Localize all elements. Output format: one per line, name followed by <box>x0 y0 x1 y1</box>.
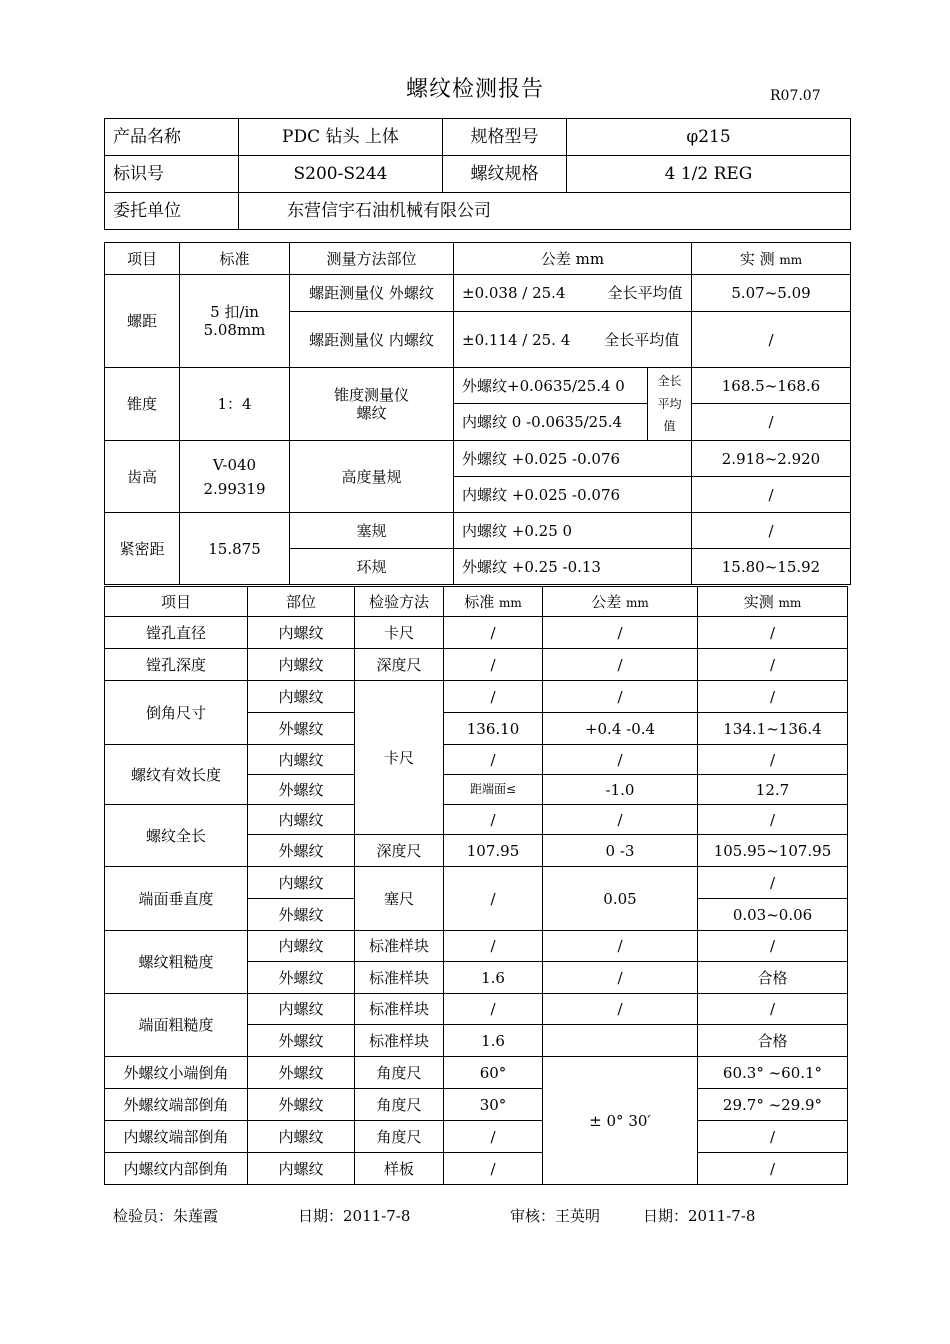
tol-cell: / <box>543 649 698 681</box>
table-row <box>105 805 848 835</box>
inspection-table <box>104 586 848 1185</box>
actual-cell: / <box>698 931 848 962</box>
std-cell: V-040 2.99319 <box>180 441 290 513</box>
value-cell: PDC 钻头 上体 <box>239 119 443 156</box>
table-row <box>105 1153 848 1185</box>
item-cell: 锥度 <box>105 368 180 441</box>
part-cell: 内螺纹 <box>248 745 355 775</box>
tol-cell: / <box>543 962 698 994</box>
item-cell: 内螺纹端部倒角 <box>105 1121 248 1153</box>
method-cell: 螺距测量仪 内螺纹 <box>290 312 454 368</box>
table-row <box>105 1057 848 1089</box>
reviewer-signature: 审核：王英明 <box>510 1207 601 1225</box>
item-cell: 螺距 <box>105 275 180 368</box>
std-cell: / <box>444 931 543 962</box>
std-cell: / <box>444 867 543 931</box>
tol-cell: 0 -3 <box>543 835 698 867</box>
header-row <box>105 587 848 617</box>
std-cell: / <box>444 1121 543 1153</box>
table-row <box>105 275 851 312</box>
tol-cell: +0.4 -0.4 <box>543 713 698 745</box>
inspection-date: 日期：2011-7-8 <box>298 1207 411 1225</box>
std-cell: / <box>444 1153 543 1185</box>
report-title: 螺纹检测报告 <box>405 77 544 102</box>
part-cell: 内螺纹 <box>248 681 355 713</box>
actual-cell: 105.95~107.95 <box>698 835 848 867</box>
tol-cell: / <box>543 617 698 649</box>
method-cell: 角度尺 <box>355 1089 444 1121</box>
header-row <box>105 243 851 275</box>
table-row <box>105 441 851 477</box>
part-cell: 内螺纹 <box>248 994 355 1025</box>
method-cell: 样板 <box>355 1153 444 1185</box>
part-cell: 外螺纹 <box>248 1025 355 1057</box>
std-cell: / <box>444 681 543 713</box>
header-cell: 项目 <box>105 587 248 617</box>
table-row <box>105 513 851 549</box>
header-cell: 标准 <box>180 243 290 275</box>
std-cell: 15.875 <box>180 513 290 585</box>
method-cell: 标准样块 <box>355 962 444 994</box>
header-cell: 部位 <box>248 587 355 617</box>
tol-cell: 内螺纹 +0.25 0 <box>454 513 692 549</box>
part-cell: 内螺纹 <box>248 649 355 681</box>
actual-cell: / <box>698 681 848 713</box>
actual-cell: / <box>698 745 848 775</box>
actual-cell: / <box>692 513 851 549</box>
std-cell: / <box>444 649 543 681</box>
item-cell: 齿高 <box>105 441 180 513</box>
item-cell: 外螺纹小端倒角 <box>105 1057 248 1089</box>
std-cell: 60° <box>444 1057 543 1089</box>
table-row <box>105 617 848 649</box>
tol-cell: -1.0 <box>543 775 698 805</box>
part-cell: 外螺纹 <box>248 835 355 867</box>
actual-cell: / <box>698 649 848 681</box>
actual-cell: 2.918~2.920 <box>692 441 851 477</box>
header-cell: 实测 mm <box>698 587 848 617</box>
value-cell: S200-S244 <box>239 156 443 193</box>
std-cell: 距端面≤ <box>444 775 543 805</box>
value-cell: 东营信宇石油机械有限公司 <box>239 193 851 230</box>
info-table <box>104 118 851 230</box>
actual-cell: 5.07~5.09 <box>692 275 851 312</box>
header-cell: 测量方法部位 <box>290 243 454 275</box>
item-cell: 端面垂直度 <box>105 867 248 931</box>
table-row <box>105 681 848 713</box>
method-cell: 角度尺 <box>355 1121 444 1153</box>
item-cell: 外螺纹端部倒角 <box>105 1089 248 1121</box>
std-cell: / <box>444 617 543 649</box>
method-cell: 标准样块 <box>355 994 444 1025</box>
method-cell: 环规 <box>290 549 454 585</box>
tol-cell: / <box>543 805 698 835</box>
form-code: R07.07 <box>770 88 821 104</box>
method-cell: 角度尺 <box>355 1057 444 1089</box>
part-cell: 内螺纹 <box>248 617 355 649</box>
actual-cell: / <box>692 404 851 441</box>
method-cell: 卡尺 <box>355 681 444 835</box>
method-cell: 深度尺 <box>355 835 444 867</box>
tol-cell: ± 0° 30′ <box>543 1057 698 1185</box>
info-row <box>105 119 851 156</box>
tol-cell: 外螺纹 +0.025 -0.076 <box>454 441 692 477</box>
tol-cell: / <box>543 745 698 775</box>
actual-cell: 168.5~168.6 <box>692 368 851 404</box>
table-row <box>105 649 848 681</box>
std-cell: 136.10 <box>444 713 543 745</box>
table-row <box>105 994 848 1025</box>
item-cell: 紧密距 <box>105 513 180 585</box>
label-cell: 委托单位 <box>105 193 239 230</box>
item-cell: 内螺纹内部倒角 <box>105 1153 248 1185</box>
header-cell: 公差 mm <box>454 243 692 275</box>
table-row <box>105 1089 848 1121</box>
part-cell: 内螺纹 <box>248 805 355 835</box>
tol-cell: ±0.114 / 25. 4 全长平均值 <box>454 312 692 368</box>
table-row <box>105 368 851 404</box>
header-cell: 公差 mm <box>543 587 698 617</box>
part-cell: 内螺纹 <box>248 867 355 899</box>
std-cell: 1.6 <box>444 962 543 994</box>
method-cell: 标准样块 <box>355 931 444 962</box>
tol-cell: / <box>543 931 698 962</box>
tol-cell: / <box>543 681 698 713</box>
method-cell: 螺距测量仪 外螺纹 <box>290 275 454 312</box>
table-row <box>105 931 848 962</box>
item-cell: 螺纹有效长度 <box>105 745 248 805</box>
actual-cell: / <box>698 1121 848 1153</box>
actual-cell: 15.80~15.92 <box>692 549 851 585</box>
actual-cell: 合格 <box>698 1025 848 1057</box>
tol-cell: 外螺纹+0.0635/25.4 0 <box>454 368 648 404</box>
std-cell: 30° <box>444 1089 543 1121</box>
label-cell: 螺纹规格 <box>443 156 567 193</box>
header-cell: 实 测 mm <box>692 243 851 275</box>
method-cell: 卡尺 <box>355 617 444 649</box>
info-row <box>105 193 851 230</box>
actual-cell: 合格 <box>698 962 848 994</box>
part-cell: 内螺纹 <box>248 1121 355 1153</box>
tol-cell: 0.05 <box>543 867 698 931</box>
table-row <box>105 1121 848 1153</box>
tol-cell: 外螺纹 +0.25 -0.13 <box>454 549 692 585</box>
header-cell: 检验方法 <box>355 587 444 617</box>
tol-cell: ±0.038 / 25.4 全长平均值 <box>454 275 692 312</box>
review-date: 日期：2011-7-8 <box>643 1207 756 1225</box>
part-cell: 外螺纹 <box>248 775 355 805</box>
method-cell: 塞规 <box>290 513 454 549</box>
method-cell: 高度量规 <box>290 441 454 513</box>
tol-cell: / <box>543 994 698 1025</box>
actual-cell: 0.03~0.06 <box>698 899 848 931</box>
actual-cell: / <box>698 1153 848 1185</box>
item-cell: 端面粗糙度 <box>105 994 248 1057</box>
method-cell: 锥度测量仪 螺纹 <box>290 368 454 441</box>
actual-cell: 29.7° ~29.9° <box>698 1089 848 1121</box>
std-cell: / <box>444 805 543 835</box>
part-cell: 外螺纹 <box>248 899 355 931</box>
std-cell: 1：4 <box>180 368 290 441</box>
label-cell: 规格型号 <box>443 119 567 156</box>
actual-cell: / <box>692 477 851 513</box>
thread-parameter-table <box>104 242 851 585</box>
note-cell: 全长 平均 值 <box>648 368 692 441</box>
label-cell: 标识号 <box>105 156 239 193</box>
part-cell: 外螺纹 <box>248 1057 355 1089</box>
item-cell: 螺纹全长 <box>105 805 248 867</box>
header-cell: 标准 mm <box>444 587 543 617</box>
actual-cell: 134.1~136.4 <box>698 713 848 745</box>
item-cell: 螺纹粗糙度 <box>105 931 248 994</box>
std-cell: 1.6 <box>444 1025 543 1057</box>
part-cell: 内螺纹 <box>248 931 355 962</box>
tol-cell <box>543 1025 698 1057</box>
actual-cell: 60.3° ~60.1° <box>698 1057 848 1089</box>
actual-cell: / <box>698 805 848 835</box>
part-cell: 外螺纹 <box>248 962 355 994</box>
std-cell: 5 扣/in 5.08mm <box>180 275 290 368</box>
value-cell: 4 1/2 REG <box>567 156 851 193</box>
info-row <box>105 156 851 193</box>
table-row <box>105 745 848 775</box>
method-cell: 塞尺 <box>355 867 444 931</box>
method-cell: 深度尺 <box>355 649 444 681</box>
std-cell: 107.95 <box>444 835 543 867</box>
std-cell: / <box>444 745 543 775</box>
value-cell: φ215 <box>567 119 851 156</box>
part-cell: 外螺纹 <box>248 1089 355 1121</box>
method-cell: 标准样块 <box>355 1025 444 1057</box>
inspector-signature: 检验员：朱莲霞 <box>113 1207 219 1225</box>
actual-cell: / <box>698 867 848 899</box>
tol-cell: 内螺纹 +0.025 -0.076 <box>454 477 692 513</box>
actual-cell: 12.7 <box>698 775 848 805</box>
item-cell: 镗孔深度 <box>105 649 248 681</box>
std-cell: / <box>444 994 543 1025</box>
actual-cell: / <box>692 312 851 368</box>
header-cell: 项目 <box>105 243 180 275</box>
part-cell: 内螺纹 <box>248 1153 355 1185</box>
item-cell: 倒角尺寸 <box>105 681 248 745</box>
item-cell: 镗孔直径 <box>105 617 248 649</box>
actual-cell: / <box>698 617 848 649</box>
part-cell: 外螺纹 <box>248 713 355 745</box>
label-cell: 产品名称 <box>105 119 239 156</box>
actual-cell: / <box>698 994 848 1025</box>
table-row <box>105 867 848 899</box>
tol-cell: 内螺纹 0 -0.0635/25.4 <box>454 404 648 441</box>
